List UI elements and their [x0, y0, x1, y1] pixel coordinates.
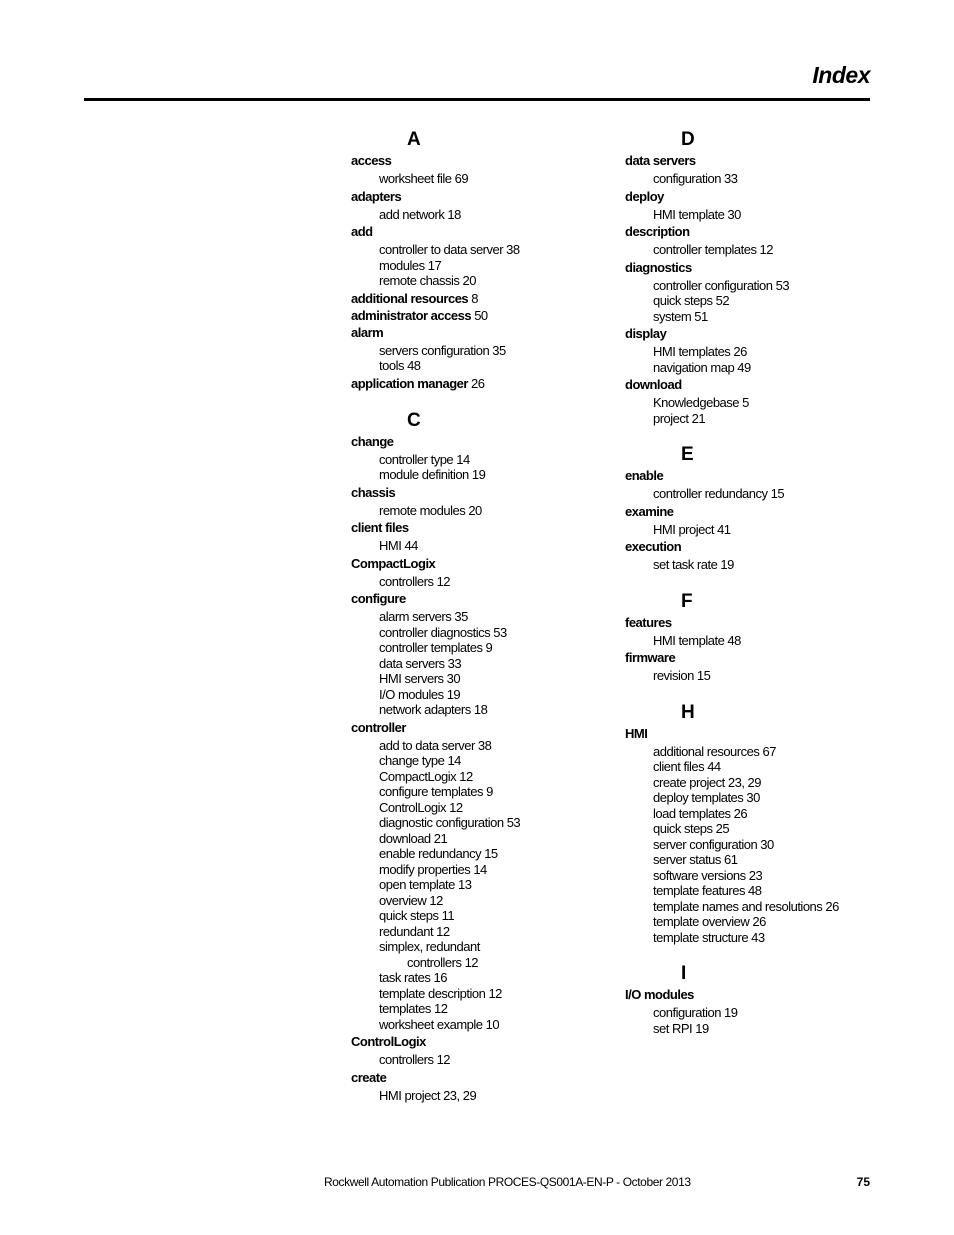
index-subentry: HMI project 41 — [653, 521, 731, 537]
index-subentry: quick steps 11 — [379, 908, 455, 923]
index-term: change — [351, 433, 394, 449]
index-term: configure — [351, 591, 406, 606]
index-subentries — [625, 205, 895, 223]
index-entry — [351, 555, 621, 572]
index-entry — [351, 223, 621, 240]
index-section — [625, 701, 895, 946]
index-entry — [351, 1069, 621, 1086]
index-subentry: project 21 — [653, 410, 706, 426]
index-term: application manager — [351, 375, 468, 391]
index-entry — [351, 1033, 621, 1050]
index-page-ref: 26 — [471, 375, 485, 391]
index-section — [351, 128, 621, 392]
index-term: add — [351, 224, 373, 239]
index-term: controller — [351, 719, 406, 735]
index-term: deploy — [625, 188, 664, 204]
index-entry — [351, 324, 621, 341]
index-subentry: overview 12 — [379, 892, 443, 908]
index-subentry: controller diagnostics 53 — [379, 624, 507, 640]
index-subentry: system 51 — [653, 308, 708, 324]
index-section — [351, 409, 621, 1104]
index-subentry: simplex, redundant — [379, 939, 480, 954]
index-subentry: HMI template 30 — [653, 206, 741, 222]
index-subentry: add to data server 38 — [379, 737, 492, 753]
index-subentry: enable redundancy 15 — [379, 846, 498, 861]
index-subentries — [625, 276, 895, 325]
index-subentry: alarm servers 35 — [379, 609, 468, 624]
index-section — [625, 962, 895, 1036]
index-term: alarm — [351, 324, 384, 340]
index-subentry: network adapters 18 — [379, 702, 488, 717]
index-subentries — [625, 555, 895, 573]
index-subentry: server configuration 30 — [653, 836, 774, 852]
index-subentry: controllers 12 — [379, 1052, 451, 1067]
index-term: download — [625, 377, 682, 392]
index-subentry: template overview 26 — [653, 914, 766, 929]
index-subentry: template description 12 — [379, 985, 502, 1001]
index-subentry: deploy templates 30 — [653, 790, 760, 805]
index-term: administrator access — [351, 307, 472, 323]
index-subentry: configuration 33 — [653, 171, 738, 186]
index-section — [625, 128, 895, 426]
index-subentry: ControlLogix 12 — [379, 799, 463, 815]
index-subentry: redundant 12 — [379, 923, 450, 939]
index-subentry: tools 48 — [379, 358, 421, 373]
index-subentry: open template 13 — [379, 877, 472, 892]
index-term: ControlLogix — [351, 1034, 426, 1049]
index-subentries — [625, 520, 895, 538]
index-term: display — [625, 326, 667, 341]
index-subentry: servers configuration 35 — [379, 342, 506, 358]
index-entry — [351, 433, 621, 450]
index-subentry: client files 44 — [653, 759, 721, 774]
index-term: create — [351, 1069, 387, 1085]
index-entry — [351, 290, 621, 307]
index-entry — [625, 649, 895, 666]
index-subentries — [351, 607, 621, 718]
index-term: enable — [625, 468, 664, 483]
index-term: I/O modules — [625, 987, 694, 1002]
index-subentry: HMI 44 — [379, 538, 418, 553]
index-subentry: additional resources 67 — [653, 743, 776, 759]
index-subentry: revision 15 — [653, 668, 711, 683]
index-entry — [351, 152, 621, 169]
index-entry — [625, 725, 895, 742]
index-subentry: change type 14 — [379, 753, 461, 768]
index-column-left — [351, 128, 621, 1104]
index-subentry: add network 18 — [379, 206, 461, 222]
index-subentry: HMI templates 26 — [653, 344, 747, 359]
index-page-ref: 8 — [471, 290, 479, 306]
index-entry — [625, 325, 895, 342]
index-subentries — [351, 450, 621, 483]
index-subentry: templates 12 — [379, 1001, 448, 1016]
index-subentry: CompactLogix 12 — [379, 768, 473, 784]
index-subentry: controller configuration 53 — [653, 277, 790, 293]
section-letter: E — [681, 444, 694, 465]
index-subentries — [351, 205, 621, 223]
index-subentries — [625, 169, 895, 187]
index-subentry: HMI template 48 — [653, 632, 741, 648]
index-entry — [625, 538, 895, 555]
index-term: execution — [625, 539, 682, 554]
index-entry — [351, 375, 621, 392]
index-term: chassis — [351, 484, 396, 500]
index-entry — [351, 590, 621, 607]
index-subentry: controllers 12 — [407, 954, 479, 970]
index-subentry: controller to data server 38 — [379, 242, 520, 257]
index-subentry: task rates 16 — [379, 970, 447, 985]
index-term: adapters — [351, 188, 402, 204]
section-letter: A — [407, 129, 421, 150]
index-subentries — [625, 484, 895, 502]
index-subentries — [625, 742, 895, 946]
index-subentry: remote chassis 20 — [379, 273, 476, 288]
index-subentry: remote modules 20 — [379, 502, 482, 518]
index-entry — [625, 614, 895, 631]
index-section — [625, 443, 895, 573]
index-term: client files — [351, 520, 409, 535]
index-subentry: controllers 12 — [379, 573, 451, 589]
index-column-right — [625, 128, 895, 1037]
index-term: data servers — [625, 153, 696, 168]
index-term: diagnostics — [625, 259, 692, 275]
index-subentry: software versions 23 — [653, 867, 763, 883]
index-subentries — [625, 393, 895, 426]
index-subentry: worksheet file 69 — [379, 171, 469, 186]
index-subentry: controller redundancy 15 — [653, 486, 785, 501]
index-entry — [625, 259, 895, 276]
index-subentry: quick steps 25 — [653, 821, 730, 836]
index-subentries — [351, 1086, 621, 1104]
index-term: description — [625, 224, 690, 239]
index-entry — [351, 484, 621, 501]
index-subentries — [351, 501, 621, 519]
section-letter: I — [681, 963, 686, 984]
index-subentry: module definition 19 — [379, 467, 486, 482]
index-subentry: I/O modules 19 — [379, 686, 461, 702]
index-subentries — [351, 572, 621, 590]
section-letter: F — [681, 590, 693, 612]
section-letter: H — [681, 701, 695, 723]
index-entry — [351, 307, 621, 324]
index-subentries — [351, 240, 621, 289]
index-subentries — [351, 1050, 621, 1068]
index-subentry: modify properties 14 — [379, 861, 487, 877]
title-rule — [84, 98, 870, 101]
index-section — [625, 590, 895, 684]
index-subentry: create project 23, 29 — [653, 774, 762, 790]
index-subentry: controller type 14 — [379, 451, 470, 467]
index-entry — [351, 719, 621, 736]
index-entry — [625, 223, 895, 240]
index-subentries — [351, 341, 621, 374]
index-page-ref: 50 — [474, 307, 488, 323]
index-subentry: set task rate 19 — [653, 557, 734, 572]
index-subentry: data servers 33 — [379, 655, 462, 671]
index-subentry: navigation map 49 — [653, 359, 751, 375]
index-entry — [625, 152, 895, 169]
index-subentries — [625, 240, 895, 258]
index-term: access — [351, 153, 392, 168]
index-subentry: diagnostic configuration 53 — [379, 815, 521, 830]
index-subentries — [351, 736, 621, 1033]
section-letter: C — [407, 409, 421, 431]
index-subentry: configuration 19 — [653, 1005, 738, 1020]
index-subentry: template features 48 — [653, 883, 762, 898]
index-subentry: HMI project 23, 29 — [379, 1087, 477, 1103]
index-subentry: configure templates 9 — [379, 784, 493, 799]
index-entry — [351, 519, 621, 536]
index-subentries — [351, 169, 621, 187]
index-subentry: load templates 26 — [653, 805, 748, 821]
index-term: HMI — [625, 725, 648, 741]
index-term: firmware — [625, 650, 676, 665]
index-subentries — [625, 631, 895, 649]
index-subentries — [625, 666, 895, 684]
index-subentry: worksheet example 10 — [379, 1016, 500, 1032]
index-term: CompactLogix — [351, 555, 436, 571]
index-subentry: template structure 43 — [653, 929, 765, 945]
footer-publication: Rockwell Automation Publication PROCES-QS001A-EN-P - October 2013 — [324, 1175, 691, 1189]
index-subentries — [625, 342, 895, 375]
index-term: additional resources — [351, 290, 469, 306]
index-subentry: Knowledgebase 5 — [653, 395, 749, 410]
index-entry — [625, 188, 895, 205]
index-entry — [625, 467, 895, 484]
index-entry — [625, 376, 895, 393]
index-subentry: modules 17 — [379, 257, 442, 273]
index-subentry: quick steps 52 — [653, 293, 730, 308]
index-subentry: controller templates 12 — [653, 242, 774, 257]
index-subentries — [625, 1003, 895, 1036]
index-entry — [351, 188, 621, 205]
index-subentry: controller templates 9 — [379, 640, 493, 655]
index-term: features — [625, 614, 672, 630]
index-entry — [625, 503, 895, 520]
index-subentry: template names and resolutions 26 — [653, 898, 839, 914]
index-subentry: server status 61 — [653, 852, 738, 867]
section-letter: D — [681, 129, 695, 150]
index-term: examine — [625, 503, 674, 519]
index-subentry: HMI servers 30 — [379, 671, 461, 686]
index-subentry: download 21 — [379, 830, 448, 846]
index-entry — [625, 986, 895, 1003]
index-subentries — [351, 536, 621, 554]
page-title: Index — [812, 62, 870, 88]
footer-page-number: 75 — [856, 1175, 870, 1189]
index-subentry: set RPI 19 — [653, 1020, 709, 1036]
